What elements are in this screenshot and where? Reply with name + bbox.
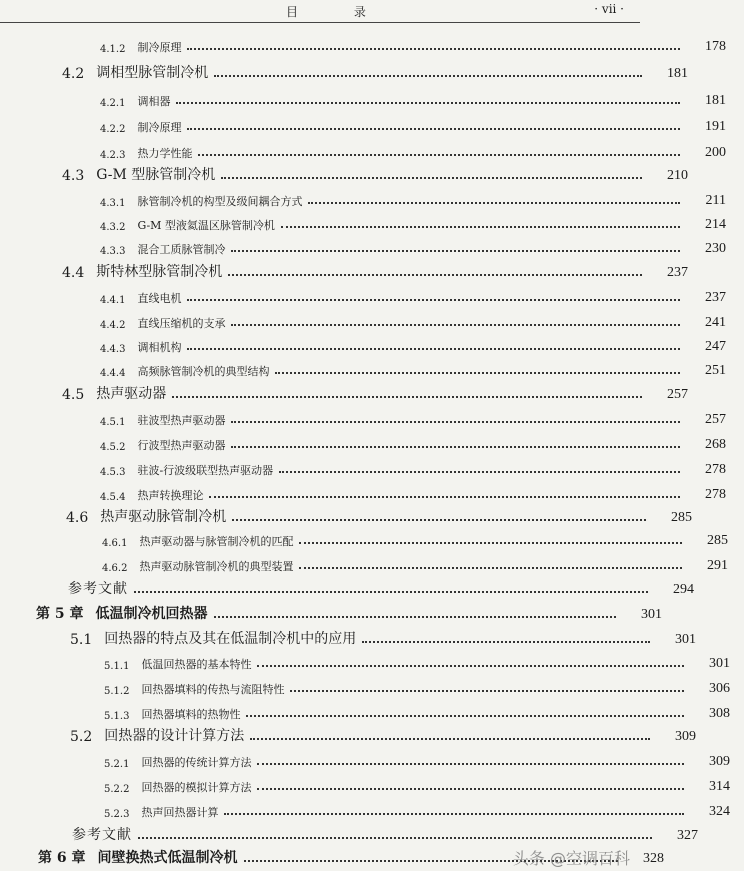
- leader-dots: [362, 641, 650, 643]
- entry-title: 混合工质脉管制冷: [137, 243, 226, 256]
- leader-dots: [172, 396, 642, 398]
- leader-dots: [138, 837, 652, 839]
- entry-page: 328: [643, 851, 664, 866]
- toc-entry[interactable]: [0, 333, 740, 355]
- leader-dots: [198, 154, 680, 156]
- toc-entry[interactable]: [0, 284, 740, 306]
- entry-title: 调相器: [137, 95, 171, 108]
- entry-page: 278: [705, 462, 726, 477]
- entry-number: 4.2.2: [100, 124, 126, 135]
- leader-dots: [299, 542, 682, 544]
- entry-number: 第 5 章: [36, 606, 84, 622]
- entry-title: 热声驱动脉管制冷机的典型装置: [139, 560, 294, 573]
- leader-dots: [187, 299, 680, 301]
- entry-title: G-M 型液氦温区脉管制冷机: [137, 219, 275, 232]
- entry-number: 4.5.2: [100, 442, 126, 453]
- leader-dots: [257, 665, 684, 667]
- header-title: 目 录: [286, 5, 392, 19]
- entry-page: 237: [667, 265, 688, 280]
- entry-page: 301: [709, 656, 730, 671]
- leader-dots: [290, 690, 684, 692]
- toc-entry[interactable]: [0, 601, 676, 623]
- entry-page: 210: [667, 168, 688, 183]
- entry-number: 4.5.1: [100, 417, 126, 428]
- entry-number: 4.4.4: [100, 368, 126, 379]
- entry-number: 4.3: [62, 168, 85, 184]
- entry-title: 低温制冷机回热器: [95, 606, 208, 622]
- entry-page: 247: [705, 339, 726, 354]
- toc-entry[interactable]: [0, 527, 742, 549]
- toc-entry[interactable]: [0, 357, 740, 379]
- leader-dots: [187, 128, 680, 130]
- toc-entry[interactable]: [0, 406, 740, 428]
- entry-title: 回热器填料的热物性: [141, 708, 241, 721]
- toc-entry[interactable]: [0, 748, 744, 770]
- header-page-number: · vii ·: [594, 2, 624, 16]
- toc-entry[interactable]: [0, 113, 740, 135]
- leader-dots: [221, 177, 642, 179]
- toc-entry[interactable]: [0, 773, 744, 795]
- leader-dots: [214, 75, 642, 77]
- entry-page: 268: [705, 437, 726, 452]
- entry-number: 4.3.1: [100, 198, 126, 209]
- toc-entry[interactable]: [0, 626, 710, 648]
- entry-title: 行波型热声驱动器: [137, 439, 226, 452]
- toc-entry[interactable]: [0, 675, 744, 697]
- entry-number: 第 6 章: [38, 850, 86, 866]
- entry-number: 4.5.4: [100, 492, 126, 503]
- leader-dots: [231, 446, 680, 448]
- entry-page: 309: [709, 754, 730, 769]
- entry-number: 4.4.3: [100, 344, 126, 355]
- entry-title: 直线电机: [137, 292, 182, 305]
- toc-entry[interactable]: [0, 798, 744, 820]
- leader-dots: [187, 348, 680, 350]
- toc-entry[interactable]: [0, 381, 702, 403]
- entry-page: 309: [675, 729, 696, 744]
- toc-entry[interactable]: [0, 211, 740, 233]
- entry-number: 5.2.2: [104, 784, 130, 795]
- toc-entry[interactable]: [0, 456, 740, 478]
- entry-page: 308: [709, 706, 730, 721]
- entry-title: 回热器的模拟计算方法: [141, 781, 252, 794]
- leader-dots: [246, 715, 684, 717]
- entry-title: 斯特林型脉管制冷机: [96, 264, 223, 280]
- entry-page: 181: [667, 66, 688, 81]
- leader-dots: [187, 48, 680, 50]
- entry-number: 4.4: [62, 265, 85, 281]
- entry-title: 调相型脉管制冷机: [96, 65, 209, 81]
- entry-page: 181: [705, 93, 726, 108]
- leader-dots: [231, 250, 680, 252]
- toc-entry[interactable]: [0, 33, 740, 55]
- toc-entry[interactable]: [0, 162, 702, 184]
- entry-number: 4.4.2: [100, 320, 126, 331]
- entry-number: 4.6: [66, 510, 89, 526]
- entry-page: 301: [675, 632, 696, 647]
- entry-number: 4.5: [62, 387, 85, 403]
- entry-title: 回热器的设计计算方法: [104, 728, 245, 744]
- toc-entry[interactable]: [0, 504, 706, 526]
- entry-number: 4.2: [62, 66, 85, 82]
- leader-dots: [224, 813, 684, 815]
- entry-title: 驻波型热声驱动器: [137, 414, 226, 427]
- toc-entry[interactable]: [0, 552, 742, 574]
- entry-page: 278: [705, 487, 726, 502]
- leader-dots: [232, 519, 646, 521]
- entry-title: 回热器的特点及其在低温制冷机中的应用: [104, 631, 357, 647]
- entry-page: 237: [705, 290, 726, 305]
- toc-entry[interactable]: [0, 235, 740, 257]
- toc-entry[interactable]: [0, 650, 744, 672]
- entry-title: 参考文献: [68, 581, 128, 597]
- entry-page: 214: [705, 217, 726, 232]
- leader-dots: [209, 496, 680, 498]
- entry-title: 热声驱动器与脉管制冷机的匹配: [139, 535, 294, 548]
- entry-page: 241: [705, 315, 726, 330]
- entry-title: 高频脉管制冷机的典型结构: [137, 365, 270, 378]
- entry-page: 291: [707, 558, 728, 573]
- entry-number: 5.1.3: [104, 711, 130, 722]
- entry-title: 热声驱动脉管制冷机: [100, 509, 227, 525]
- entry-number: 5.2: [70, 729, 93, 745]
- toc-entry[interactable]: [0, 87, 740, 109]
- leader-dots: [257, 788, 684, 790]
- toc-entry[interactable]: [0, 60, 702, 82]
- watermark: 头条 @空调百科: [512, 849, 630, 868]
- leader-dots: [308, 202, 680, 204]
- entry-page: 178: [705, 39, 726, 54]
- leader-dots: [134, 591, 648, 593]
- leader-dots: [279, 471, 680, 473]
- entry-page: 230: [705, 241, 726, 256]
- toc-entry[interactable]: [0, 259, 702, 281]
- leader-dots: [257, 763, 684, 765]
- leader-dots: [281, 226, 680, 228]
- entry-title: 制冷原理: [137, 121, 182, 134]
- entry-title: 热声驱动器: [96, 386, 167, 402]
- entry-number: 4.6.2: [102, 563, 128, 574]
- entry-number: 4.3.3: [100, 246, 126, 257]
- leader-dots: [250, 738, 650, 740]
- entry-title: 参考文献: [72, 827, 132, 843]
- entry-page: 285: [707, 533, 728, 548]
- leader-dots: [176, 102, 680, 104]
- leader-dots: [299, 567, 682, 569]
- entry-title: 调相机构: [137, 341, 182, 354]
- entry-page: 285: [671, 510, 692, 525]
- entry-title: 回热器的传统计算方法: [141, 756, 252, 769]
- entry-page: 200: [705, 145, 726, 160]
- entry-number: 4.6.1: [102, 538, 128, 549]
- toc-entry[interactable]: [0, 187, 740, 209]
- entry-number: 4.2.1: [100, 98, 126, 109]
- entry-title: 间壁换热式低温制冷机: [97, 850, 238, 866]
- toc-entry[interactable]: [0, 576, 708, 598]
- entry-number: 5.2.3: [104, 809, 130, 820]
- entry-page: 314: [709, 779, 730, 794]
- leader-dots: [231, 324, 680, 326]
- leader-dots: [231, 421, 680, 423]
- entry-page: 327: [677, 828, 698, 843]
- toc-entry[interactable]: [0, 139, 740, 161]
- toc-entry[interactable]: [0, 822, 712, 844]
- entry-page: 191: [705, 119, 726, 134]
- entry-number: 5.1: [70, 632, 93, 648]
- entry-title: 脉管制冷机的构型及级间耦合方式: [137, 195, 303, 208]
- entry-number: 4.4.1: [100, 295, 126, 306]
- entry-page: 211: [705, 193, 726, 208]
- toc-entry[interactable]: [0, 700, 744, 722]
- entry-title: G-M 型脉管制冷机: [96, 167, 216, 183]
- entry-number: 4.2.3: [100, 150, 126, 161]
- entry-number: 4.3.2: [100, 222, 126, 233]
- leader-dots: [275, 372, 680, 374]
- entry-title: 驻波-行波级联型热声驱动器: [137, 464, 274, 477]
- toc-entry[interactable]: [0, 723, 710, 745]
- entry-title: 低温回热器的基本特性: [141, 658, 252, 671]
- entry-page: 324: [709, 804, 730, 819]
- entry-number: 4.5.3: [100, 467, 126, 478]
- entry-title: 热声回热器计算: [141, 806, 219, 819]
- entry-page: 257: [705, 412, 726, 427]
- entry-number: 4.1.2: [100, 44, 126, 55]
- leader-dots: [228, 274, 642, 276]
- toc-entry[interactable]: [0, 309, 740, 331]
- entry-title: 制冷原理: [137, 41, 182, 54]
- entry-number: 5.1.1: [104, 661, 130, 672]
- leader-dots: [214, 616, 617, 618]
- toc-entry[interactable]: [0, 481, 740, 503]
- page-header: [0, 0, 640, 23]
- entry-page: 301: [641, 607, 662, 622]
- entry-number: 5.2.1: [104, 759, 130, 770]
- entry-title: 热声转换理论: [137, 489, 204, 502]
- entry-page: 251: [705, 363, 726, 378]
- entry-page: 306: [709, 681, 730, 696]
- entry-title: 直线压缩机的支承: [137, 317, 226, 330]
- entry-title: 回热器填料的传热与流阻特性: [141, 683, 285, 696]
- entry-page: 294: [673, 582, 694, 597]
- entry-title: 热力学性能: [137, 147, 193, 160]
- entry-page: 257: [667, 387, 688, 402]
- entry-number: 5.1.2: [104, 686, 130, 697]
- toc-entry[interactable]: [0, 431, 740, 453]
